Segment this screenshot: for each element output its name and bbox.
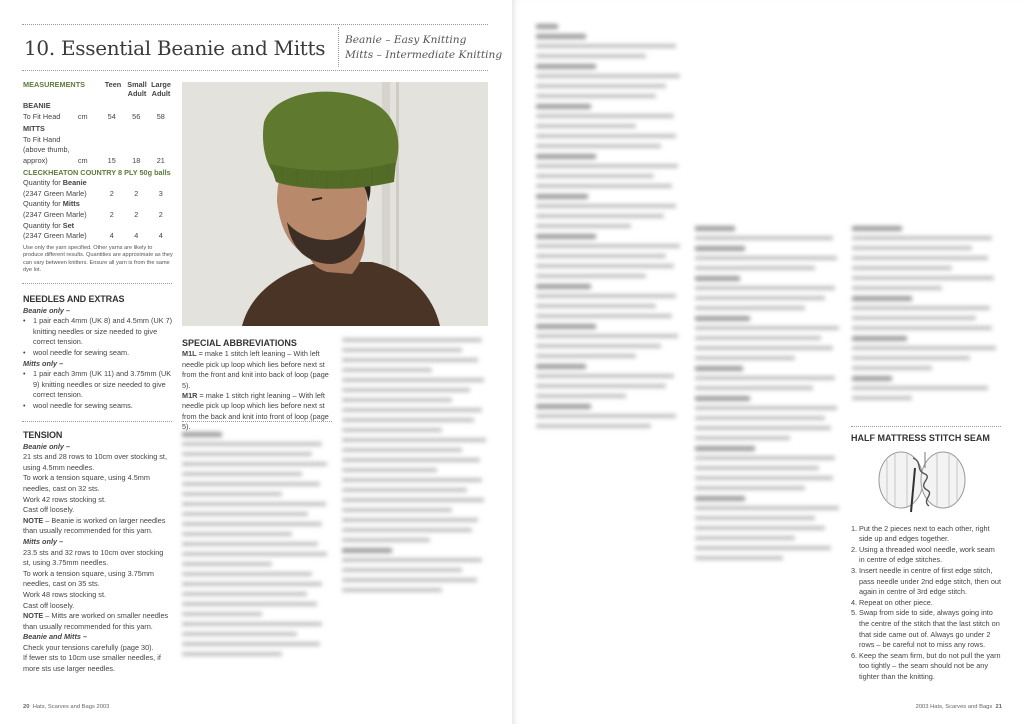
quantity-mitts <box>23 199 173 220</box>
footer-right <box>916 704 1002 710</box>
tension-line: To work a tension square, using 3.75mm needles, cast on 35 sts. <box>23 568 155 589</box>
beanie-label: BEANIE <box>23 101 51 110</box>
step-text: Repeat on other piece. <box>859 597 933 607</box>
qty-item: Mitts <box>62 199 80 209</box>
beanie-only-label: Beanie only – <box>23 441 71 451</box>
value: 2 <box>134 209 139 219</box>
list-item: 5. Swap from side to side, always going into the centre of the stitch that the last stitch on that side came out of. Always go under 2 rows – be careful not to miss any rows. <box>851 608 1000 650</box>
step-text: Keep the seam firm, but do not pull the yarn too tightly – the seam should not be any tighter than the knitting. <box>859 650 1001 681</box>
page-title: 10. Essential Beanie and Mitts <box>24 36 326 60</box>
abbr-text: = make 1 stitch left leaning – With left needle pick up loop which lies before next st from the front and knit into back of loop (page 5). <box>182 349 329 390</box>
list-item: • 1 pair each 3mm (UK 11) and 3.75mm (UK 9) knitting needles or size needed to give correct tension. <box>23 369 172 400</box>
needles-heading: NEEDLES AND EXTRAS <box>23 294 125 304</box>
list-item: 4. Repeat on other piece. <box>851 597 933 607</box>
qty-prefix: Quantity for <box>23 220 63 230</box>
blurred-instructions-col2 <box>182 432 330 662</box>
value: 21 <box>156 155 165 165</box>
hand-size-row <box>23 156 173 167</box>
value: 2 <box>158 209 163 219</box>
mattress-stitch-section <box>851 433 1001 683</box>
yarn-note: Use only the yarn specified. Other yarns are likely to produce different results. Quantities are approximate as they can vary between knitters. Ensure all yarn is from the same dye lot. <box>23 244 173 274</box>
page-number: 21 <box>995 704 1002 710</box>
top-rule <box>22 24 488 25</box>
qty-color: (2347 Green Marle) <box>23 209 87 219</box>
unit: cm <box>77 155 88 165</box>
mattress-steps <box>851 524 1001 683</box>
quantity-set <box>23 221 173 242</box>
tension-line: To work a tension square, using 4.5mm needles, cast on 32 sts. <box>23 473 150 493</box>
step-text: Insert needle in centre of first edge stitch, pass needle under 2nd edge stitch, then out again in centre of 3rd edge stitch. <box>859 565 1001 597</box>
qty-color: (2347 Green Marle) <box>23 231 87 241</box>
tension-line: 23.5 sts and 32 rows to 10cm over stocking st, using 3.75mm needles. <box>23 547 164 568</box>
abbr-code: M1R <box>182 391 198 401</box>
tension-line: Work 48 rows stocking st. <box>23 589 106 599</box>
qty-prefix: Quantity for <box>23 178 63 188</box>
needles-section <box>23 294 173 412</box>
mitts-only-label: Mitts only – <box>23 358 64 368</box>
blurred-instructions-col3 <box>342 338 490 598</box>
qty-prefix: Quantity for <box>23 199 63 209</box>
abbreviations-heading: SPECIAL ABBREVIATIONS <box>182 338 297 348</box>
col-small-adult: Small Adult <box>127 80 147 98</box>
measurements-heading: MEASUREMENTS <box>23 80 86 89</box>
step-text: Put the 2 pieces next to each other, right side up and edges together. <box>859 523 990 544</box>
list-item: • wool needle for sewing seam. <box>23 347 130 357</box>
head-size-label: To Fit Head <box>23 111 61 121</box>
blurred-instructions-col6 <box>852 226 1002 406</box>
section-rule <box>22 421 172 422</box>
tension-line: Cast off loosely. <box>23 600 75 610</box>
section-rule <box>22 283 172 284</box>
title-divider <box>338 27 339 67</box>
value: 2 <box>134 188 139 198</box>
abbreviation-m1r <box>182 391 332 433</box>
beanie-level: Beanie – Easy Knitting <box>345 34 467 46</box>
measurements-section <box>23 80 173 275</box>
list-item: 6. Keep the seam firm, but do not pull the yarn too tightly – the seam should not be any tighter than the knitting. <box>851 650 1001 681</box>
value: 2 <box>109 188 114 198</box>
tension-section <box>23 430 173 675</box>
list-item: 3. Insert needle in centre of first edge stitch, pass needle under 2nd edge stitch, then out again in centre of 3rd edge stitch. <box>851 565 1001 597</box>
value: 4 <box>109 231 114 241</box>
hand-size-label: approx) <box>23 155 48 165</box>
quantity-beanie <box>23 178 173 199</box>
value: 58 <box>156 111 165 121</box>
tension-heading: TENSION <box>23 430 63 440</box>
footer-text: 2003 Hats, Scarves and Bags <box>915 704 993 710</box>
list-item: 1. Put the 2 pieces next to each other, right side up and edges together. <box>851 524 1001 545</box>
mitts-note <box>23 611 173 632</box>
value: 56 <box>132 111 141 121</box>
mitts-level: Mitts – Intermediate Knitting <box>345 49 503 61</box>
item-text: 1 pair each 4mm (UK 8) and 4.5mm (UK 7) knitting needles or size needed to give correct tension. <box>33 316 173 347</box>
model-photo <box>182 82 488 326</box>
section-rule <box>851 426 1001 427</box>
qty-item: Beanie <box>62 178 87 188</box>
yarn-heading: CLECKHEATON COUNTRY 8 PLY 50g balls <box>23 167 171 177</box>
abbreviations-section <box>182 338 332 433</box>
tension-line: Cast off loosely. <box>23 505 75 515</box>
section-rule <box>182 421 332 422</box>
model-illustration <box>182 82 488 326</box>
value: 4 <box>158 231 163 241</box>
abbr-code: M1L <box>182 349 197 359</box>
difficulty-levels <box>345 33 502 63</box>
beanie-only-label: Beanie only – <box>23 305 71 315</box>
list-item: • wool needle for sewing seams. <box>23 400 133 410</box>
qty-item: Set <box>62 220 75 230</box>
step-text: Using a threaded wool needle, work seam in centre of edge stitches. <box>859 544 995 565</box>
tension-line: If fewer sts to 10cm use smaller needles, if more sts use larger needles. <box>23 653 161 674</box>
blurred-instructions-col5 <box>695 226 845 566</box>
hand-size-label: (above thumb, <box>23 145 70 155</box>
note-text: – Beanie is worked on larger needles than usually recommended for this yarn. <box>23 515 166 536</box>
abbreviation-m1l <box>182 349 332 391</box>
value: 18 <box>132 155 141 165</box>
page-number: 20 <box>23 704 30 710</box>
mattress-stitch-diagram <box>851 448 1001 518</box>
title-rule <box>22 70 488 71</box>
tension-line: 21 sts and 28 rows to 10cm over stocking st, using 4.5mm needles. <box>23 452 167 472</box>
seam-diagram-icon <box>851 448 1001 518</box>
value: 3 <box>158 188 163 198</box>
right-page <box>512 0 1024 724</box>
beanie-note <box>23 516 173 537</box>
value: 54 <box>107 111 116 121</box>
col-teen: Teen <box>104 80 122 89</box>
beanie-and-mitts-label: Beanie and Mitts – <box>23 632 88 642</box>
step-text: Swap from side to side, always going into the centre of the stitch that the last stitch on that side came out of. Always go under 2 rows – be careful not to miss any rows. <box>859 608 1000 650</box>
mitts-only-label: Mitts only – <box>23 536 64 546</box>
value: 4 <box>134 231 139 241</box>
item-text: wool needle for sewing seams. <box>33 400 133 410</box>
list-item: • 1 pair each 4mm (UK 8) and 4.5mm (UK 7) knitting needles or size needed to give correct tension. <box>23 316 173 347</box>
mitts-label: MITTS <box>23 124 45 134</box>
note-label: NOTE <box>23 611 44 621</box>
abbr-text: = make 1 stitch right leaning – With left needle pick up loop which lies before next st from the back and knit into front of loop (page 5). <box>182 391 329 432</box>
tension-line: Check your tensions carefully (page 30). <box>23 642 154 652</box>
head-size-row <box>23 112 173 123</box>
mattress-heading: HALF MATTRESS STITCH SEAM <box>851 433 990 443</box>
footer-left <box>23 704 109 710</box>
unit: cm <box>77 111 88 121</box>
value: 2 <box>109 209 114 219</box>
blurred-instructions-col4 <box>536 24 686 434</box>
col-large-adult: Large Adult <box>151 80 171 98</box>
item-text: wool needle for sewing seam. <box>33 347 130 357</box>
footer-text: Hats, Scarves and Bags 2003 <box>32 704 110 710</box>
tension-line: Work 42 rows stocking st. <box>23 494 106 504</box>
note-label: NOTE <box>23 515 44 525</box>
measurements-header <box>23 80 173 98</box>
list-item: 2. Using a threaded wool needle, work seam in centre of edge stitches. <box>851 545 1001 566</box>
value: 15 <box>107 155 116 165</box>
note-text: – Mitts are worked on smaller needles than usually recommended for this yarn. <box>23 611 169 631</box>
item-text: 1 pair each 3mm (UK 11) and 3.75mm (UK 9) knitting needles or size needed to give correct tension. <box>33 369 172 400</box>
hand-size-label: To Fit Hand <box>23 134 61 144</box>
qty-color: (2347 Green Marle) <box>23 188 87 198</box>
